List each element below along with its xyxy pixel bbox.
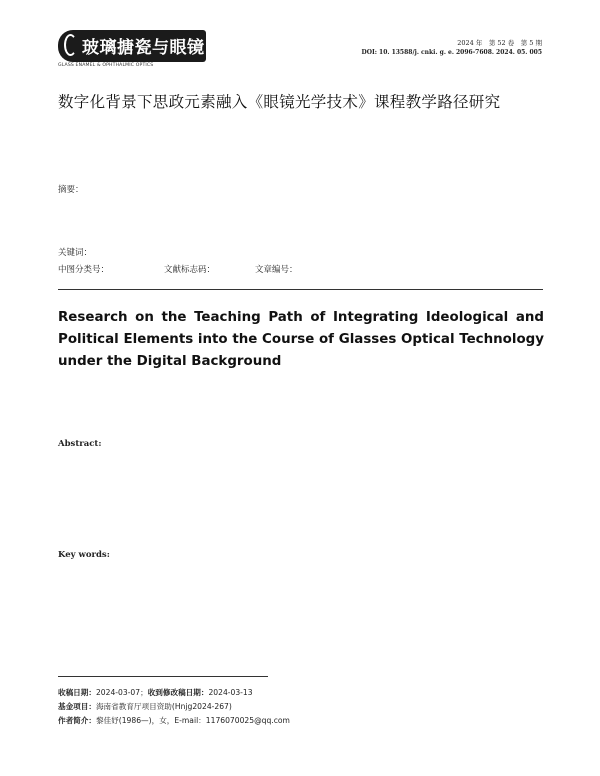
- article-id-label: 文章编号：: [255, 265, 298, 275]
- received-label: 收稿日期：: [58, 688, 96, 697]
- section-divider: [58, 289, 543, 290]
- author-line: [58, 715, 290, 726]
- footnote-divider: [58, 676, 268, 677]
- author-label: 作者简介：: [58, 716, 96, 725]
- revised-label: 收到修改稿日期：: [147, 688, 209, 697]
- fund-text: 海南省教育厅项目资助(Hnjg2024-267): [95, 702, 232, 711]
- doi: DOI: 10. 13588/j. cnki. g. e. 2096-7608. 2024. 05. 005: [361, 49, 542, 56]
- logo-emblem-icon: [64, 34, 77, 56]
- english-title: Research on the Teaching Path of Integrating Ideological and Political Elements into the Course of Glasses Optical Technology under the Digital Background: [58, 310, 544, 369]
- abstract-label-en: Abstract:: [58, 439, 102, 449]
- keywords-label-en: Key words:: [58, 550, 110, 560]
- journal-subtitle: GLASS ENAMEL & OPHTHALMIC OPTICS: [58, 63, 154, 68]
- journal-title: 玻璃搪瓷与眼镜: [82, 38, 205, 58]
- abstract-label-cn: 摘要：: [58, 185, 84, 195]
- fund-line: [58, 701, 232, 712]
- revised-date: 2024-03-13: [208, 688, 253, 697]
- document-code-label: 文献标志码：: [164, 265, 216, 275]
- received-date-line: [58, 687, 253, 698]
- author-text: 黎佳妤(1986—)，女，E-mail：1176070025@qq.com: [95, 716, 290, 725]
- clc-number-label: 中图分类号：: [58, 265, 110, 275]
- fund-label: 基金项目：: [58, 702, 96, 711]
- received-date: 2024-03-07；: [95, 688, 148, 697]
- chinese-title: 数字化背景下思政元素融入《眼镜光学技术》课程教学路径研究: [58, 93, 501, 111]
- keywords-label-cn: 关键词：: [58, 248, 93, 258]
- journal-logo: [58, 30, 206, 62]
- issue-info: 2024 年 第 52 卷 第 5 期: [457, 39, 542, 47]
